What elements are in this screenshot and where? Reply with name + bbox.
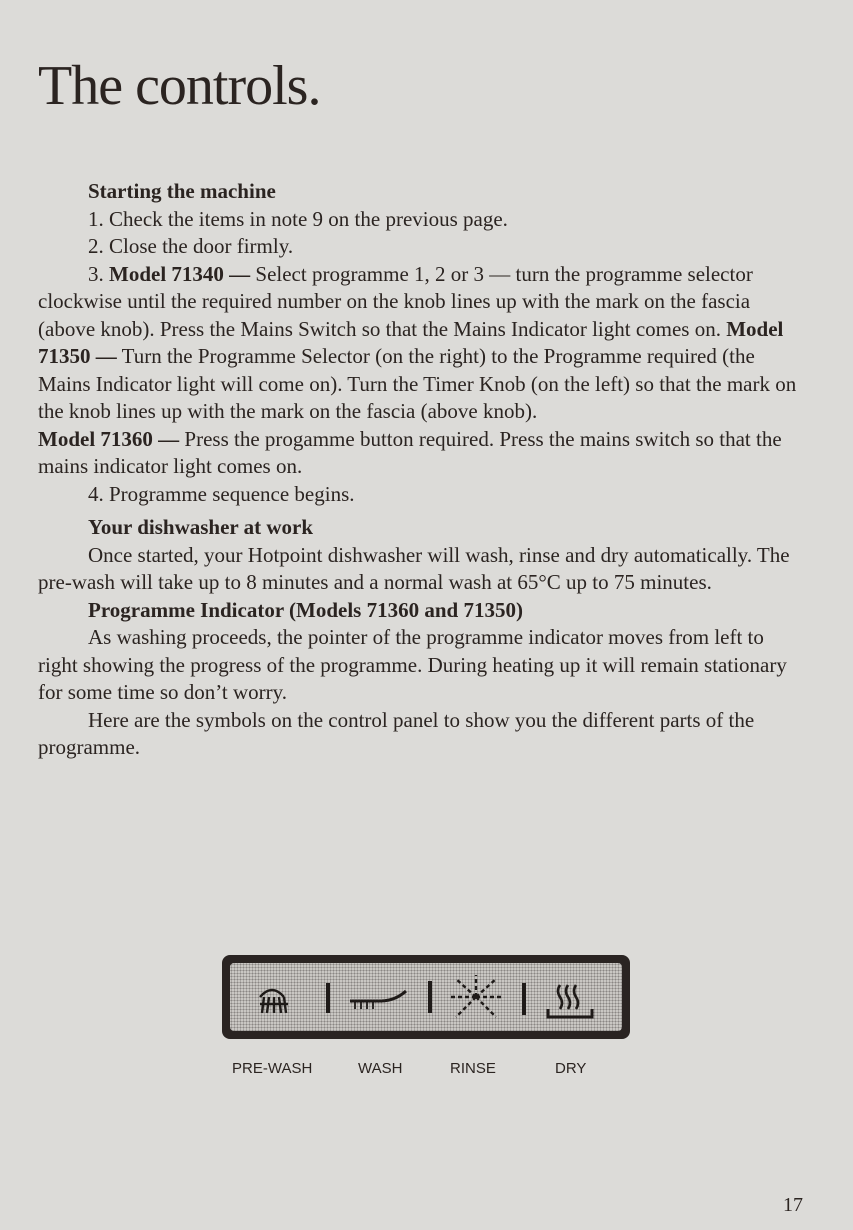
- step-2: 2. Close the door firmly.: [88, 234, 294, 258]
- divider-1: [326, 983, 330, 1013]
- step-4: 4. Programme sequence begins.: [88, 481, 355, 506]
- step-3: [38, 261, 808, 481]
- rinse-icon: [450, 975, 502, 1017]
- label-dry: DRY: [555, 1060, 587, 1077]
- step-3-number: 3.: [88, 261, 109, 286]
- indicator-text-1: As washing proceeds, the pointer of the programme indicator moves from left to right showing the progress of the programme. During heating up it will remain stationary for some time so don’t worry.: [38, 625, 787, 704]
- dry-icon: [548, 985, 592, 1017]
- model-71340-text: Select programme 1, 2 or 3 — turn the programme selector clockwise until the required number on the knob lines up with the mark on the fascia (above knob). Press the Mains Switch so that the Mains Indicator light comes on.: [38, 261, 753, 341]
- panel-labels: [0, 1060, 853, 1080]
- panel-symbols: [230, 963, 622, 1031]
- page-title: The controls.: [38, 55, 321, 117]
- page-number: 17: [783, 1194, 803, 1216]
- prewash-icon: [260, 990, 288, 1013]
- model-71360: Model 71360 —: [38, 426, 180, 451]
- model-71340: Model 71340 —: [109, 261, 251, 286]
- label-rinse: RINSE: [450, 1060, 496, 1077]
- divider-3: [522, 983, 526, 1015]
- label-wash: WASH: [358, 1060, 403, 1077]
- step-1: 1. Check the items in note 9 on the previous page.: [88, 206, 508, 231]
- label-prewash: PRE-WASH: [232, 1060, 313, 1077]
- indicator-text-2: Here are the symbols on the control panel to show you the different parts of the programme.: [38, 707, 755, 759]
- main-text: [38, 178, 808, 762]
- model-71360-text: Press the progamme button required. Press the mains switch so that the mains indicator light comes on.: [38, 426, 782, 478]
- at-work-text: Once started, your Hotpoint dishwasher will wash, rinse and dry automatically. The pre-wash will take up to 8 minutes and a normal wash at 65°C up to 75 minutes.: [38, 542, 790, 594]
- programme-indicator-panel: [222, 955, 630, 1039]
- heading-indicator: Programme Indicator (Models 71360 and 71350): [88, 597, 523, 622]
- model-71350: Model 71350 —: [38, 316, 784, 368]
- divider-2: [428, 981, 432, 1013]
- wash-icon: [350, 991, 406, 1009]
- model-71350-text: Turn the Programme Selector (on the right) to the Programme required (the Mains Indicator light will come on). Turn the Timer Knob (on the left) so that the mark on the knob lines up with the mark on the fascia (above knob).: [38, 344, 797, 423]
- heading-at-work: Your dishwasher at work: [88, 515, 314, 539]
- heading-starting: Starting the machine: [88, 179, 276, 203]
